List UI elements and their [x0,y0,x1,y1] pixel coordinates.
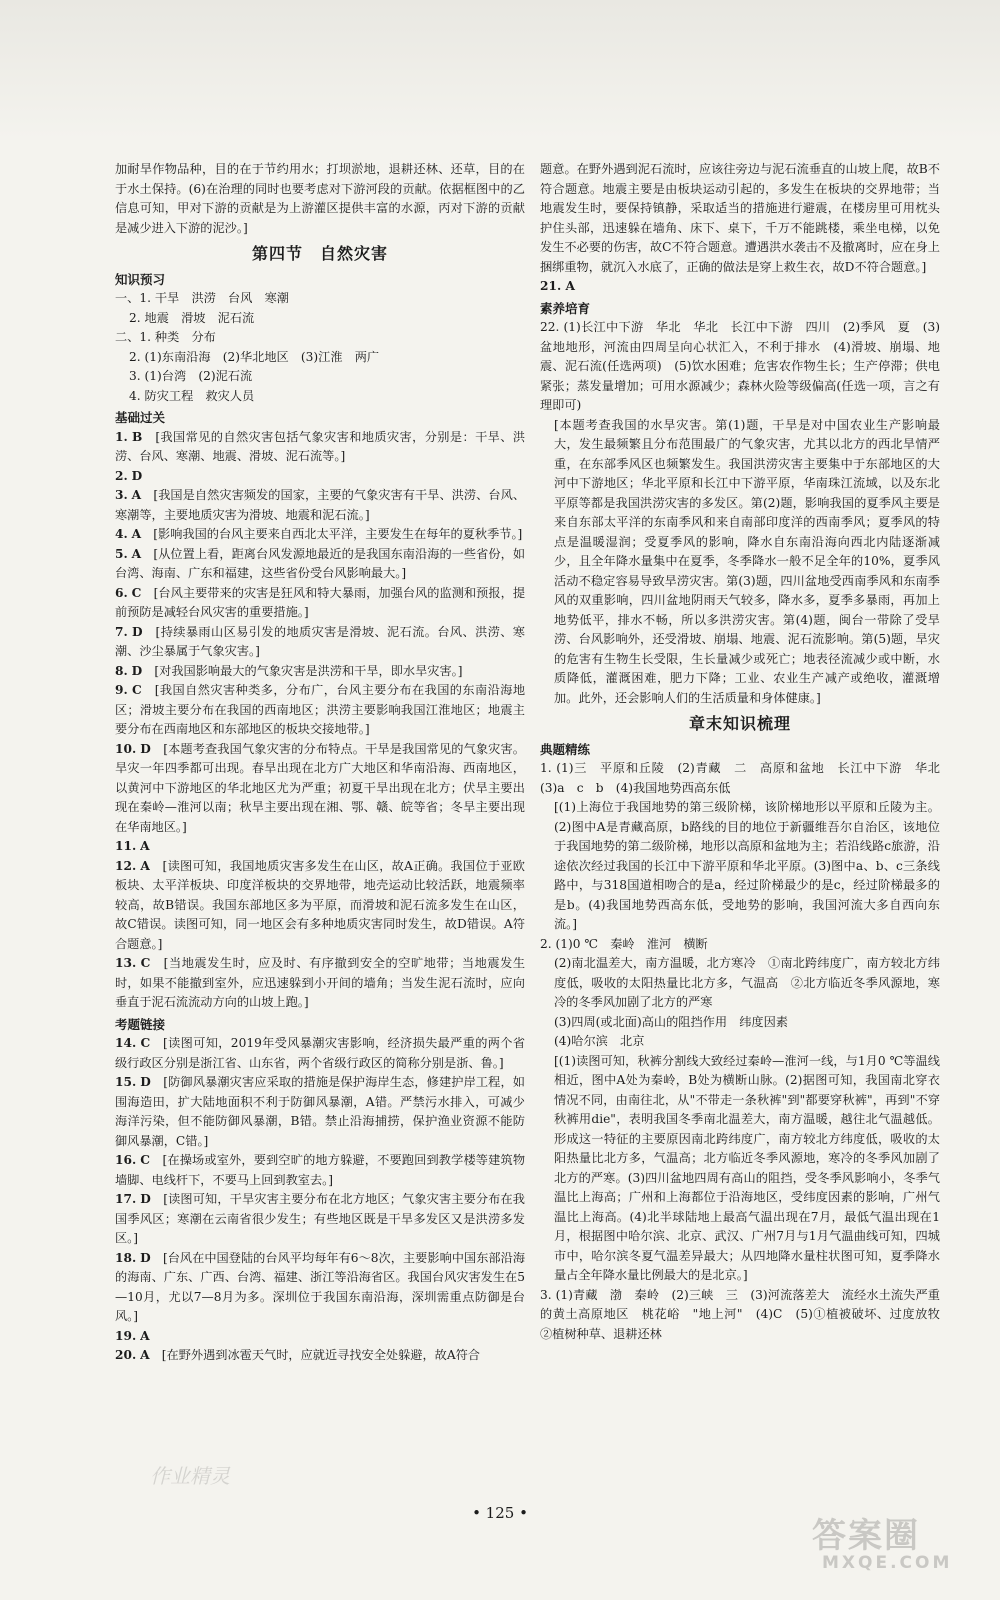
answer-letter: A [140,1348,150,1362]
answer-letter: D [140,741,151,756]
answer-item [115,1249,525,1327]
explanation-22: [本题考查我国的水旱灾害。第(1)题，干旱是对中国农业生产影响最大，发生最频繁且分布范围最广的气象灾害，尤其以北方的西北旱情严重，在东部季风区也频繁发生。我国洪涝灾害主要集中于东部地区的大河中下游地区；华北平原和长江中下游平原，华南珠江流域，以及东北平原等都是我国洪涝灾害的多发区。第(2)题，影响我国的夏季风主要是来自东部太平洋的东南季风和来自南部印度洋的西南季风；夏季风的特点是温暖湿润；受夏季风的影响，降水自东南沿海向西北内陆逐渐减少，且全年降水量集中在夏季，冬季降水一般不足全年的10%，夏季风活动不稳定容易导致旱涝灾害。第(3)题，四川盆地受西南季风和东南季风的双重影响，四川盆地阴雨天气较多，降水多，夏季多暴雨，再加上地势低平，排水不畅，所以多洪涝灾害。第(4)题，闽台一带除了受旱涝、台风影响外，还受滑坡、崩塌、地震、泥石流影响。第(5)题，旱灾的危害有生物生长受限，生长量减少或死亡；地表径流减少或中断，水质降低，灌溉困难，肥力下降；工业、农业生产减产或绝收，灌溉增加。此外，还会影响人们的生活质量和身体健康。] [554,417,940,705]
subsection-heading-practice: 典题精练 [540,741,591,757]
answer-item [115,525,525,545]
continued-explanation-20: 题意。在野外遇到泥石流时，应该往旁边与泥石流垂直的山坡上爬，故B不符合题意。地震主要是由板块运动引起的，多发生在板块的交界地带；当地震发生时，要保持镇静，采取适当的措施进行避震，在楼房里可用枕头护住头部，迅速躲在墙角、床下、桌下，千万不能跳楼，乘坐电梯，以免发生不必要的伤害，故C不符合题意。遭遇洪水袭击不及撤离时，应在身上捆绑重物，就沉入水底了，正确的做法是穿上救生衣，故D不符合题意。] [540,162,940,274]
question-number: 2. [115,468,128,483]
answer-letter: A [131,546,142,561]
answer-explanation: [持续暴雨山区易引发的地质灾害是滑坡、泥石流。台风、洪涝、寒潮、沙尘暴属于气象灾害。] [115,624,525,658]
question-number: 5. [115,546,128,561]
answer-item [115,584,525,623]
answer-explanation: [读图可知，2019年受风暴潮灾害影响，经济损失最严重的两个省级行政区分别是浙江省、山东省，两个省级行政区的简称分别是浙、鲁。] [115,1036,526,1070]
answer-3: 3. (1)青藏 渤 秦岭 (2)三峡 三 (3)河流落差大 流经水土流失严重的黄土高原地区 桃花峪 "地上河" (4)C (5)①植被破坏、过度放牧 ②植树种草、退耕还林 [540,1287,953,1341]
answer-item [115,1034,525,1073]
chapter-summary-title: 章末知识梳理 [688,714,791,733]
question-number: 10. [115,741,137,756]
answer-explanation: [从位置上看，距离台风发源地最近的是我国东南沿海的一些省份，如台湾、海南、广东和福建，这些省份受台风影响最大。] [115,546,526,580]
answer-letter: C [140,1153,150,1167]
preview-line: 3. (1)台湾 (2)泥石流 [129,369,253,383]
answer-letter: C [131,585,142,600]
answer-item [115,1151,525,1190]
answer-item [115,681,525,740]
preview-line: 4. 防灾工程 救灾人员 [129,388,255,403]
basic-answer-list [115,428,525,1013]
answer-letter: A [140,858,150,873]
answer-letter: A [131,488,142,502]
question-number: 18. [115,1250,137,1265]
answer-letter: D [140,1192,151,1206]
answer-explanation: [我国自然灾害种类多，分布广，台风主要分布在我国的东南沿海地区；滑坡主要分布在我国的西南地区；洪涝主要影响我国江淮地区；地震主要分布在西南地区和东部地区的板块交接地带。] [115,683,526,736]
answer-explanation: [读图可知，我国地质灾害多发生在山区，故A正确。我国位于亚欧板块、太平洋板块、印度洋板块的交界地带，地壳运动比较活跃，地震频率较高，故B错误。我国东部地区多为平原，而滑坡和泥石流多发生在山区，故C错误。读图可知，同一地区会有多种地质灾害同时发生，故D错误。A符合题意。] [115,858,525,951]
question-number: 3. [115,488,128,502]
answer-letter: D [140,1250,151,1265]
answer-22: 22. (1)长江中下游 华北 华北 长江中下游 四川 (2)季风 夏 (3)盆地地形，河流由四周呈向心状汇入，不利于排水 (4)滑坡、崩塌、地震、泥石流(任选两项) (5)饮水困难；危害农作物生长；生产停滞；供电紧张；蒸发量增加；可用水源减少；森林火险等级偏高(任选一项，言之有理即可) [540,320,940,412]
answer-explanation: [影响我国的台风主要来自西北太平洋，主要发生在每年的夏秋季节。] [153,527,523,541]
question-number: 8. [115,663,128,678]
preview-line: 2. 地震 滑坡 泥石流 [129,310,255,325]
question-number: 6. [115,585,128,600]
answer-explanation: [台风在中国登陆的台风平均每年有6～8次，主要影响中国东部沿海的海南、广东、广西、台湾、福建、浙江等沿海省区。我国台风灾害发生在5—10月，尤以7—8月为多。深圳位于我国东南沿海，深圳需重点防御是台风。] [115,1250,526,1323]
answer-2-line: 2. (1)0 ℃ 秦岭 淮河 横断 [540,936,708,951]
answer-explanation: [本题考查我国气象灾害的分布特点。干旱是我国常见的气象灾害。旱灾一年四季都可出现。春旱出现在北方广大地区和华南沿海、西南地区，以黄河中下游地区的华北地区尤为严重；初夏干旱出现在北方；伏旱主要出现在秦岭—淮河以南；秋旱主要出现在湘、鄂、赣、皖等省；冬旱主要出现在华南地区。] [115,741,525,834]
answer-letter: D [131,663,143,678]
answer-item [115,467,525,487]
answer-explanation: [读图可知，干旱灾害主要分布在北方地区；气象灾害主要分布在我国季风区；寒潮在云南省很少发生；有些地区既是干旱多发区又是洪涝多发区。] [115,1192,525,1245]
exam-answer-list [115,1034,525,1366]
question-number: 4. [115,527,128,541]
question-number: 14. [115,1036,137,1050]
answer-item [115,1327,525,1347]
answer-21: 21. A [540,279,575,293]
watermark-logo [812,1508,952,1573]
answer-item [115,623,525,662]
scan-top-margin [0,0,1000,140]
answer-letter: A [131,527,142,541]
left-column [115,160,525,1366]
answer-explanation: [在野外遇到冰雹天气时，应就近寻找安全处躲避，故A符合 [161,1348,480,1362]
subsection-heading-literacy: 素养培育 [540,300,591,316]
answer-item [115,1346,525,1366]
question-number: 15. [115,1075,137,1089]
answer-item [115,662,525,682]
subsection-heading-preview: 知识预习 [115,271,166,287]
answer-item [115,1190,525,1249]
question-number: 7. [115,624,128,639]
answer-2-line: (2)南北温差大，南方温暖，北方寒冷 ①南北跨纬度广，南方较北方纬度低，吸收的太阳热量比北方多，气温高 ②北方临近冬季风源地，寒冷的冬季风加剧了北方的严寒 [554,956,940,1009]
preview-line: 二、1. 种类 分布 [115,330,216,344]
preview-answers [115,289,525,406]
answer-letter: C [140,956,151,970]
continued-explanation: 加耐旱作物品种，目的在于节约用水；打坝淤地，退耕还林、还草，目的在于水土保持。(6)在治理的同时也要考虑对下游河段的贡献。依据框图中的乙信息可知，甲对下游的贡献是为上游灌区提供丰富的水源，丙对下游的贡献是减少进入下游的泥沙。] [115,162,525,235]
answer-letter: C [132,683,142,697]
answer-explanation: [对我国影响最大的气象灾害是洪涝和干旱，即水旱灾害。] [154,663,463,678]
question-number: 9. [115,683,128,697]
answer-item [115,740,525,838]
answer-letter: D [132,624,143,639]
answer-explanation: [防御风暴潮灾害应采取的措施是保护海岸生态，修建护岸工程，如围海造田，扩大陆地面积不利于防御风暴潮，A错。严禁污水排入，可减少海洋污染，但不能防御风暴潮，B错。禁止沿海捕捞，保护渔业资源不能防御风暴潮，C错。] [115,1075,525,1148]
answer-explanation: [台风主要带来的灾害是狂风和特大暴雨，加强台风的监测和预报，提前预防是减轻台风灾害的重要措施。] [115,585,526,619]
answer-item [115,428,525,467]
question-number: 20. [115,1348,137,1362]
right-column [540,160,953,1344]
answer-letter: D [131,468,143,483]
watermark-left: 作业精灵 [150,1464,230,1488]
question-number: 17. [115,1192,137,1206]
answer-letter: C [140,1036,151,1050]
page-number: • 125 • [472,1504,528,1522]
question-number: 13. [115,956,137,970]
question-number: 19. [115,1328,137,1343]
subsection-heading-exam: 考题链接 [115,1016,166,1032]
question-number: 16. [115,1153,137,1167]
answer-letter: A [140,1328,150,1343]
answer-letter: B [132,429,143,444]
preview-line: 一、1. 干旱 洪涝 台风 寒潮 [115,291,289,305]
answer-explanation: [我国是自然灾害频发的国家，主要的气象灾害有干旱、洪涝、台风、寒潮等，主要地质灾害为滑坡、地震和泥石流。] [115,488,526,522]
watermark-url: MXQE.COM [822,1553,953,1573]
question-number: 11. [115,839,137,853]
preview-line: 2. (1)东南沿海 (2)华北地区 (3)江淮 两广 [129,349,380,364]
answer-item [115,837,525,857]
answer-1: 1. (1)三 平原和丘陵 (2)青藏 二 高原和盆地 长江中下游 华北 (3)a c b (4)我国地势西高东低 [540,761,953,795]
answer-letter: D [140,1075,151,1089]
section-title: 第四节 自然灾害 [251,244,388,263]
answer-explanation: [我国常见的自然灾害包括气象灾害和地质灾害，分别是：干旱、洪涝、台风、寒潮、地震、滑坡、泥石流等。] [115,429,526,463]
explanation-1: [(1)上海位于我国地势的第三级阶梯，该阶梯地形以平原和丘陵为主。(2)图中A是青藏高原，b路线的目的地位于新疆维吾尔自治区，该地位于我国地势的第二级阶梯，地形以高原和盆地为主；若沿线路c旅游，沿途依次经过我国的长江中下游平原和华北平原。(3)图中a、b、c三条线路中，与318国道相吻合的是a，经过阶梯最少的是c，经过阶梯最多的是b。(4)我国地势西高东低，受地势的影响，我国河流大多自西向东流。] [554,800,940,931]
answer-2-line: (3)四周(或北面)高山的阻挡作用 纬度因素 [554,1014,788,1029]
answer-item [115,1073,525,1151]
answer-explanation: [当地震发生时，应及时、有序撤到安全的空旷地带；当地震发生时，如果不能撤到室外，应迅速躲到小开间的墙角；当发生泥石流时，应向垂直于泥石流流动方向的山坡上跑。] [115,956,526,1009]
question-number: 1. [115,429,128,444]
answer-2-line: (4)哈尔滨 北京 [554,1034,645,1048]
question-number: 12. [115,858,137,873]
watermark-logo-text: 答案圈 [812,1516,920,1556]
answer-explanation: [在操场或室外，要到空旷的地方躲避，不要跑回到教学楼等建筑物墙脚、电线杆下，不要马上回到教室去。] [115,1153,526,1187]
answer-item [115,857,525,955]
subsection-heading-basic: 基础过关 [115,410,166,425]
explanation-2: [(1)读图可知，秋裤分割线大致经过秦岭—淮河一线，与1月0 ℃等温线相近，图中A处为秦岭，B处为横断山脉。(2)据图可知，我国南北穿衣情况不同，由南往北，从"不带走一条秋裤"到"都要穿秋裤"，再到"不穿秋裤用die"，表明我国冬季南北温差大，南方温暖，越往北气温越低。形成这一特征的主要原因南北跨纬度广，南方较北方纬度低，吸收的太阳热量比北方多，气温高；北方临近冬季风源地，寒冷的冬季风加剧了北方的严寒。(3)四川盆地四周有高山的阻挡，受冬季风影响小，冬季气温比上海高；广州和上海都位于沿海地区，受纬度因素的影响，广州气温比上海高。(4)北半球陆地上最高气温出现在7月，最低气温出现在1月，根据图中哈尔滨、北京、武汉、广州7月与1月气温曲线可知，四城市中，哈尔滨冬夏气温差异最大；从四地降水量柱状图可知，夏季降水量占全年降水量比例最大的是北京。] [554,1053,940,1282]
answer-item [115,954,525,1013]
answer-letter: A [140,839,150,853]
answer-item [115,545,525,584]
answer-item [115,486,525,525]
